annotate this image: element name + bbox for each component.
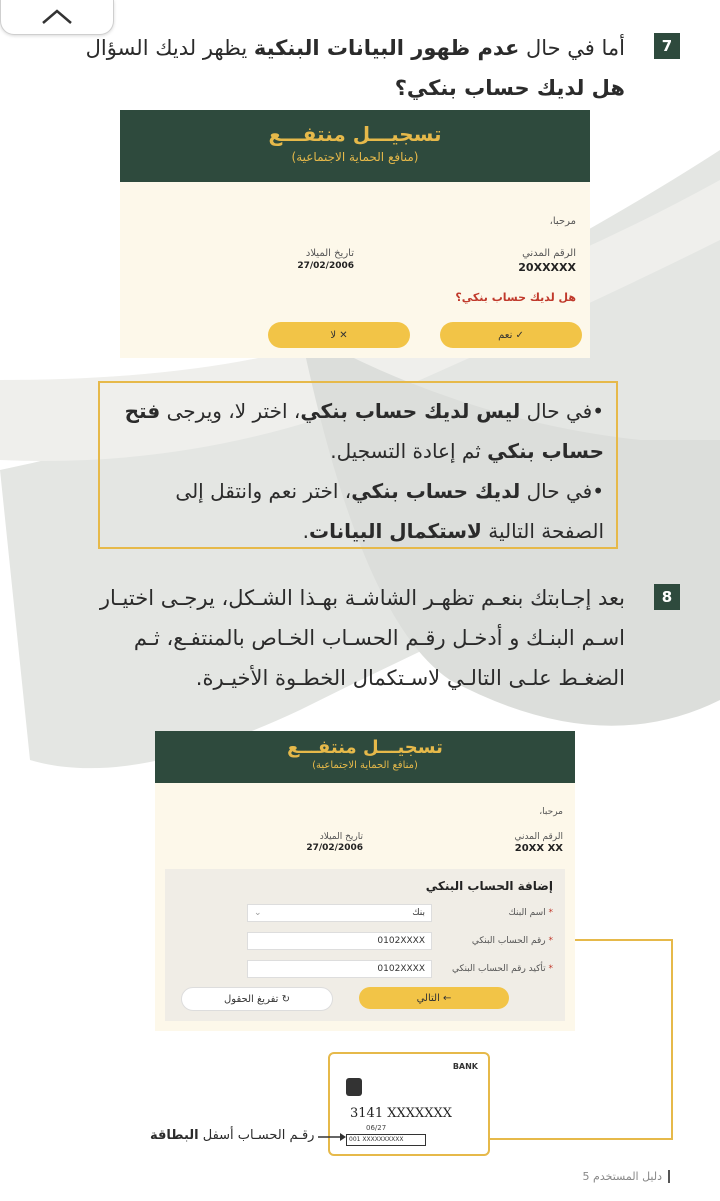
- registration-subtitle: (منافع الحماية الاجتماعية): [291, 150, 419, 164]
- card-caption-bold: البطاقة: [150, 1128, 199, 1143]
- civil-id-value: 20XXXXX: [518, 261, 576, 274]
- step8-text: بعد إجـابتك بنعـم تظهـر الشاشـة بهـذا الشـكل، يرجـى اختيـار اسـم البنـك و أدخـل رقـم الحسـاب الخـاص بالمنتفـع، ثـم الضغـط علـى التالـي لاسـتكمال الخطـوة الأخيـرة.: [99, 586, 625, 690]
- step-number-8: 8: [654, 584, 680, 610]
- dob-label: تاريخ الميلاد: [319, 832, 363, 842]
- registration-header: [155, 731, 575, 783]
- bank-name-value: بنك: [412, 908, 425, 918]
- footer-text: دليل المستخدم 5: [583, 1170, 670, 1183]
- confirm-account-label-text: تأكيد رقم الحساب البنكي: [451, 964, 546, 974]
- dob-value: 27/02/2006: [306, 843, 363, 853]
- card-caption: [150, 1128, 314, 1143]
- info-b2-mid: ، اختر نعم وانتقل إلى الصفحة التالية: [175, 479, 604, 543]
- dob-label: تاريخ الميلاد: [305, 248, 354, 259]
- civil-id-value: 20XX XX: [514, 843, 563, 854]
- info-b1-bold2: فتح حساب بنكي: [124, 399, 604, 463]
- info-b1-bold: ليس لديك حساب بنكي: [300, 399, 521, 423]
- screenshot-bank-question: [120, 110, 590, 358]
- bank-brand: BANK: [452, 1062, 478, 1071]
- yes-button[interactable]: ✓ نعم: [440, 322, 582, 348]
- card-number: 3141 XXXXXXX: [350, 1106, 453, 1121]
- screenshot-bank-form: [155, 731, 575, 1031]
- next-button[interactable]: ← التالي: [359, 987, 509, 1009]
- bank-account-question: هل لديك حساب بنكي؟: [455, 291, 576, 304]
- collapse-tab[interactable]: [0, 0, 114, 35]
- bank-name-label-text: اسم البنك: [508, 908, 546, 918]
- card-caption-pre: رقـم الحسـاب أسفل: [198, 1128, 315, 1143]
- chevron-up-icon: [40, 8, 74, 26]
- info-b1-pre: في حال: [520, 399, 593, 423]
- account-number-value: 0102XXXX: [377, 936, 425, 946]
- chevron-down-icon: ⌄: [254, 908, 262, 918]
- account-number-label-text: رقم الحساب البنكي: [471, 936, 546, 946]
- no-button[interactable]: ✕ لا: [268, 322, 410, 348]
- step-number-7: 7: [654, 33, 680, 59]
- confirm-account-value: 0102XXXX: [377, 964, 425, 974]
- dob-value: 27/02/2006: [297, 261, 354, 271]
- bullet: •: [592, 399, 604, 423]
- confirm-account-label: [452, 964, 553, 974]
- connector-line: [486, 1138, 673, 1140]
- page-footer: [583, 1170, 670, 1183]
- info-b2-bold2: لاستكمال البيانات: [308, 519, 482, 543]
- clear-fields-button[interactable]: ↻ تفريغ الحقول: [181, 987, 333, 1011]
- bank-form-panel: [165, 869, 565, 1021]
- step7-line1-bold: عدم ظهور البيانات البنكية: [253, 36, 520, 60]
- card-expiry: 06/27: [366, 1124, 387, 1132]
- required-mark: *: [548, 936, 553, 946]
- registration-title: تسجيـــل منتفـــع: [287, 737, 443, 758]
- step7-line1-pre: أما في حال: [519, 36, 625, 60]
- chip-icon: [346, 1078, 362, 1096]
- arrow-right-icon: [318, 1132, 346, 1142]
- info-b2-pre: في حال: [520, 479, 593, 503]
- registration-subtitle: (منافع الحماية الاجتماعية): [312, 760, 418, 771]
- registration-title: تسجيـــل منتفـــع: [268, 122, 442, 146]
- info-box: [98, 381, 618, 549]
- bullet: •: [592, 479, 604, 503]
- account-number-strip: 001 XXXXXXXXXX: [346, 1134, 426, 1146]
- connector-line: [671, 939, 673, 1140]
- step7-text: [85, 28, 625, 108]
- info-bullet-1: [112, 391, 604, 471]
- bank-card-illustration: [328, 1052, 490, 1156]
- bank-name-label: [508, 908, 553, 918]
- bank-section-title: إضافة الحساب البنكي: [425, 879, 553, 893]
- civil-id-label: الرقم المدني: [514, 832, 563, 842]
- civil-id-label: الرقم المدني: [522, 248, 576, 259]
- registration-header: [120, 110, 590, 182]
- required-mark: *: [548, 908, 553, 918]
- connector-line: [575, 939, 673, 941]
- account-number-label: [472, 936, 553, 946]
- info-b1-post: ثم إعادة التسجيل.: [330, 439, 488, 463]
- bank-name-select[interactable]: [247, 904, 432, 922]
- greeting: مرحبا،: [549, 216, 576, 227]
- required-mark: *: [548, 964, 553, 974]
- info-bullet-2: [112, 471, 604, 551]
- greeting: مرحبا،: [539, 807, 563, 817]
- info-b1-mid: ، اختر لا، ويرجى: [160, 399, 301, 423]
- confirm-account-field[interactable]: [247, 960, 432, 978]
- info-b2-bold: لديك حساب بنكي: [351, 479, 521, 503]
- step7-line1-post: يظهر لديك السؤال: [85, 36, 254, 60]
- info-b2-post: .: [302, 519, 309, 543]
- step7-question: هل لديك حساب بنكي؟: [394, 76, 625, 100]
- account-number-field[interactable]: [247, 932, 432, 950]
